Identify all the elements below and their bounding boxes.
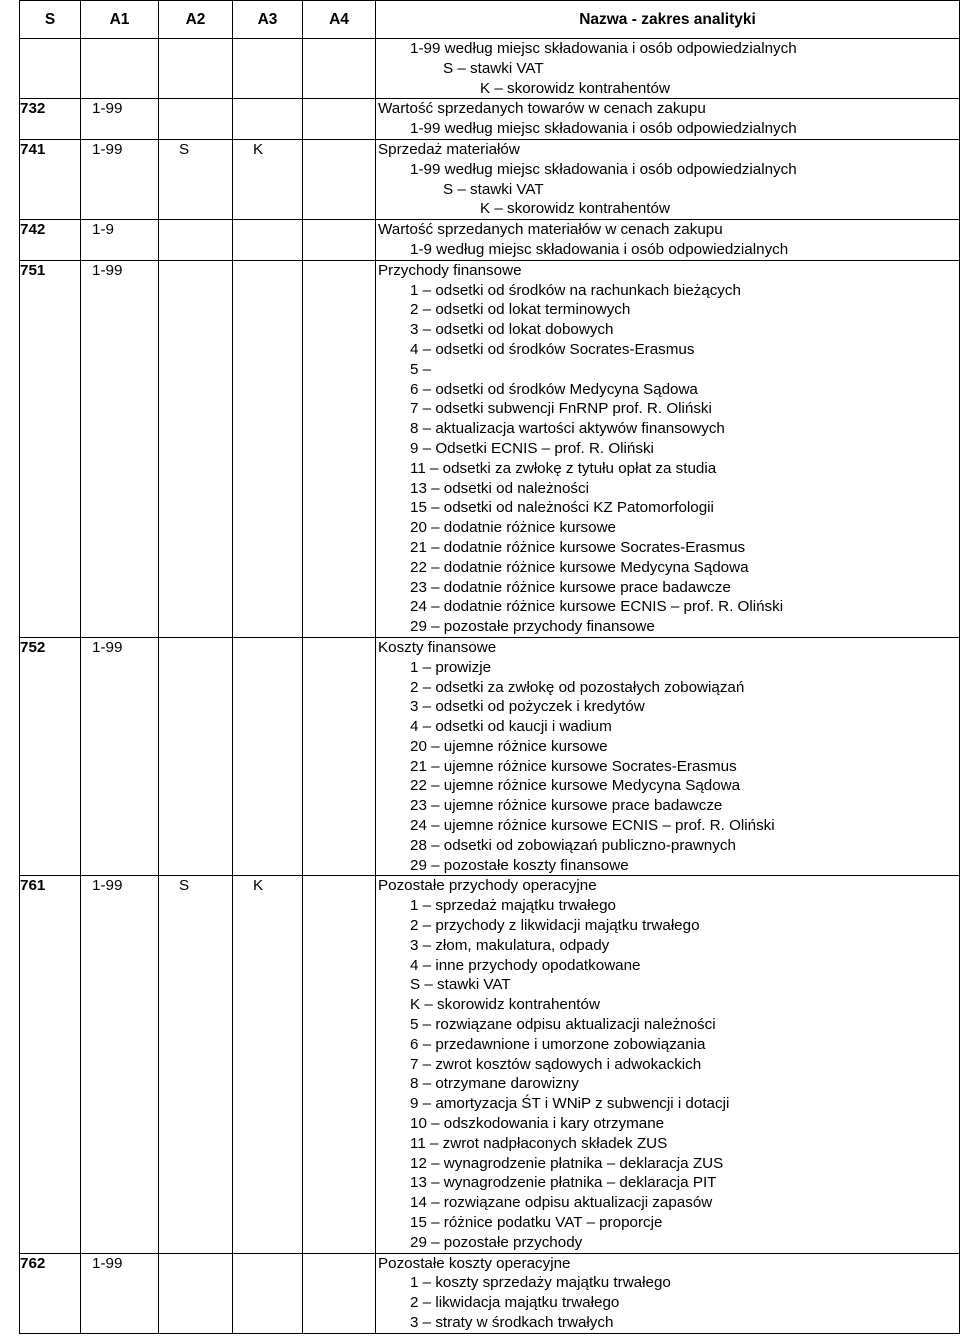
analytics-line: 7 – zwrot kosztów sądowych i adwokackich: [410, 1055, 702, 1073]
account-code: [20, 39, 80, 59]
table-row: [20, 39, 960, 99]
analytics-a1-cell: [81, 220, 159, 261]
analytics-a1-value: 1-99: [92, 261, 123, 279]
analytics-a1-value: 1-99: [92, 1254, 123, 1272]
analytics-line: 28 – odsetki od zobowiązań publiczno-prawnych: [410, 836, 736, 854]
analytics-a1-value: 1-99: [92, 638, 123, 656]
analytics-a2-cell: [159, 637, 233, 876]
analytics-line: 13 – odsetki od należności: [410, 479, 589, 497]
analytics-a3-cell: [233, 876, 303, 1253]
analytics-description-cell: [376, 39, 960, 99]
analytics-a3-cell: [233, 1253, 303, 1333]
analytics-a1-value: [81, 39, 158, 59]
account-name: Pozostałe koszty operacyjne: [378, 1254, 571, 1272]
analytics-line: 4 – odsetki od środków Socrates-Erasmus: [410, 340, 695, 358]
analytics-line: 23 – ujemne różnice kursowe prace badawcze: [410, 797, 723, 815]
analytics-a3-cell: [233, 99, 303, 140]
table-row: [20, 220, 960, 261]
account-code-cell: [20, 637, 81, 876]
analytics-a4-cell: [303, 260, 376, 637]
table-row: [20, 637, 960, 876]
analytics-a2-value: [159, 39, 232, 59]
analytics-line: 2 – przychody z likwidacji majątku trwałego: [410, 917, 700, 935]
analytics-line: K – skorowidz kontrahentów: [480, 200, 670, 218]
analytics-line: 6 – przedawnione i umorzone zobowiązania: [410, 1035, 706, 1053]
analytics-a2-value: S: [179, 140, 190, 158]
analytics-line: 23 – dodatnie różnice kursowe prace badawcze: [410, 578, 731, 596]
analytics-a2-cell: [159, 220, 233, 261]
analytics-a2-value: [159, 220, 232, 240]
analytics-a2-value: [159, 638, 232, 658]
analytics-a3-value: [233, 99, 302, 119]
analytics-a2-cell: [159, 1253, 233, 1333]
analytics-a3-value: K: [253, 140, 264, 158]
analytics-line: 11 – zwrot nadpłaconych składek ZUS: [410, 1134, 668, 1152]
account-name: Koszty finansowe: [378, 638, 497, 656]
analytics-line: 1-99 według miejsc składowania i osób odpowiedzialnych: [410, 160, 797, 178]
analytics-a1-cell: [81, 1253, 159, 1333]
analytics-line: 24 – dodatnie różnice kursowe ECNIS – prof. R. Oliński: [410, 598, 784, 616]
analytics-line: 21 – ujemne różnice kursowe Socrates-Erasmus: [410, 757, 737, 775]
analytics-line: 14 – rozwiązane odpisu aktualizacji zapasów: [410, 1194, 713, 1212]
analytics-a2-value: [159, 1254, 232, 1274]
analytics-description-cell: [376, 637, 960, 876]
analytics-description-cell: [376, 260, 960, 637]
analytics-line: 1-99 według miejsc składowania i osób odpowiedzialnych: [410, 40, 797, 57]
analytics-line: 6 – odsetki od środków Medycyna Sądowa: [410, 380, 698, 398]
analytics-a3-value: [233, 39, 302, 59]
analytics-a3-value: [233, 638, 302, 658]
account-code: 742: [20, 221, 46, 239]
analytics-line: K – skorowidz kontrahentów: [410, 996, 600, 1014]
analytics-a2-cell: [159, 876, 233, 1253]
analytics-line: K – skorowidz kontrahentów: [480, 79, 670, 97]
analytics-a1-cell: [81, 39, 159, 99]
analytics-line: 1-99 według miejsc składowania i osób odpowiedzialnych: [410, 120, 797, 138]
account-code-cell: [20, 876, 81, 1253]
analytics-line: 2 – odsetki od lokat terminowych: [410, 301, 631, 319]
analytics-line: 24 – ujemne różnice kursowe ECNIS – prof. R. Oliński: [410, 817, 775, 835]
header-name: Nazwa - zakres analityki: [376, 1, 960, 39]
analytics-line: 22 – ujemne różnice kursowe Medycyna Sądowa: [410, 777, 741, 795]
analytics-line: 12 – wynagrodzenie płatnika – deklaracja ZUS: [410, 1154, 724, 1172]
analytics-line: 3 – straty w środkach trwałych: [410, 1314, 614, 1331]
analytics-a4-value: [303, 876, 375, 896]
analytics-a1-cell: [81, 139, 159, 219]
analytics-line: 5 – rozwiązane odpisu aktualizacji należności: [410, 1016, 716, 1034]
account-code: 751: [20, 261, 46, 279]
analytics-a2-cell: [159, 260, 233, 637]
account-code: 762: [20, 1254, 46, 1272]
account-name: Wartość sprzedanych towarów w cenach zakupu: [378, 100, 706, 118]
analytics-line: 1 – sprzedaż majątku trwałego: [410, 897, 616, 915]
analytics-a3-cell: [233, 260, 303, 637]
analytics-a1-value: 1-9: [92, 221, 114, 239]
table-row: [20, 99, 960, 140]
analytics-a3-cell: [233, 39, 303, 99]
analytics-line: 1 – koszty sprzedaży majątku trwałego: [410, 1274, 671, 1292]
analytics-line: 2 – odsetki za zwłokę od pozostałych zobowiązań: [410, 678, 745, 696]
table-row: [20, 139, 960, 219]
analytics-a1-cell: [81, 99, 159, 140]
analytics-line: 21 – dodatnie różnice kursowe Socrates-Erasmus: [410, 538, 746, 556]
account-code: 741: [20, 140, 46, 158]
account-code: 732: [20, 100, 46, 118]
analytics-a4-cell: [303, 39, 376, 99]
analytics-a3-value: [233, 1254, 302, 1274]
header-a1: A1: [81, 1, 159, 39]
account-name: Przychody finansowe: [378, 261, 522, 279]
analytics-line: 15 – odsetki od należności KZ Patomorfologii: [410, 499, 714, 517]
analytics-line: 15 – różnice podatku VAT – proporcje: [410, 1214, 663, 1232]
analytics-description-cell: [376, 99, 960, 140]
account-name: Wartość sprzedanych materiałów w cenach zakupu: [378, 221, 723, 239]
analytics-line: 11 – odsetki za zwłokę z tytułu opłat za studia: [410, 459, 717, 477]
header-a3: A3: [233, 1, 303, 39]
analytics-line: 20 – dodatnie różnice kursowe: [410, 519, 617, 537]
analytics-description-cell: [376, 1253, 960, 1333]
analytics-a3-cell: [233, 637, 303, 876]
analytics-line: 3 – odsetki od lokat dobowych: [410, 321, 614, 339]
header-a4: A4: [303, 1, 376, 39]
table-row: [20, 876, 960, 1253]
account-code-cell: [20, 139, 81, 219]
analytics-a1-value: 1-99: [92, 877, 123, 895]
analytics-line: 9 – Odsetki ECNIS – prof. R. Oliński: [410, 439, 654, 457]
table-row: [20, 1253, 960, 1333]
analytics-a4-value: [303, 220, 375, 240]
analytics-line: 13 – wynagrodzenie płatnika – deklaracja PIT: [410, 1174, 717, 1192]
analytics-line: 8 – otrzymane darowizny: [410, 1075, 579, 1093]
analytics-a1-value: 1-99: [92, 100, 123, 118]
analytics-a3-value: [233, 220, 302, 240]
analytics-line: 22 – dodatnie różnice kursowe Medycyna Sądowa: [410, 558, 749, 576]
analytics-line: S – stawki VAT: [443, 180, 544, 198]
analytics-a2-cell: [159, 99, 233, 140]
analytics-a4-value: [303, 99, 375, 119]
analytics-a4-cell: [303, 876, 376, 1253]
analytics-line: 9 – amortyzacja ŚT i WNiP z subwencji i dotacji: [410, 1095, 730, 1113]
account-code: 752: [20, 638, 46, 656]
analytics-a2-cell: [159, 139, 233, 219]
analytics-a4-value: [303, 261, 375, 281]
account-analytics-table: [19, 0, 960, 1334]
account-code: 761: [20, 877, 46, 895]
analytics-line: S – stawki VAT: [443, 59, 544, 77]
account-code-cell: [20, 1253, 81, 1333]
analytics-line: 3 – złom, makulatura, odpady: [410, 936, 610, 954]
analytics-a4-value: [303, 39, 375, 59]
analytics-line: 4 – odsetki od kaucji i wadium: [410, 718, 612, 736]
analytics-a1-cell: [81, 637, 159, 876]
analytics-a4-cell: [303, 637, 376, 876]
analytics-a2-value: [159, 99, 232, 119]
analytics-line: 1 – prowizje: [410, 658, 492, 676]
analytics-line: 8 – aktualizacja wartości aktywów finansowych: [410, 420, 725, 438]
analytics-a2-cell: [159, 39, 233, 99]
analytics-line: 29 – pozostałe koszty finansowe: [410, 856, 629, 874]
analytics-a2-value: S: [179, 877, 190, 895]
analytics-line: 1-9 według miejsc składowania i osób odpowiedzialnych: [410, 240, 789, 258]
analytics-line: 29 – pozostałe przychody: [410, 1233, 583, 1251]
analytics-a4-cell: [303, 1253, 376, 1333]
analytics-a3-value: [233, 261, 302, 281]
analytics-line: 1 – odsetki od środków na rachunkach bieżących: [410, 281, 741, 299]
analytics-a3-cell: [233, 139, 303, 219]
analytics-line: 7 – odsetki subwencji FnRNP prof. R. Oliński: [410, 400, 712, 418]
analytics-line: S – stawki VAT: [410, 976, 511, 994]
analytics-description-cell: [376, 220, 960, 261]
header-a2: A2: [159, 1, 233, 39]
account-name: Pozostałe przychody operacyjne: [378, 877, 597, 895]
account-code-cell: [20, 220, 81, 261]
analytics-a4-cell: [303, 139, 376, 219]
analytics-a4-value: [303, 140, 375, 160]
table-body: [20, 39, 960, 1334]
analytics-line: 10 – odszkodowania i kary otrzymane: [410, 1115, 665, 1133]
analytics-line: 3 – odsetki od pożyczek i kredytów: [410, 698, 645, 716]
analytics-line: 20 – ujemne różnice kursowe: [410, 737, 608, 755]
analytics-line: 5 –: [410, 360, 432, 378]
analytics-line: 2 – likwidacja majątku trwałego: [410, 1294, 620, 1312]
analytics-line: 4 – inne przychody opodatkowane: [410, 956, 641, 974]
analytics-a4-cell: [303, 220, 376, 261]
analytics-description-cell: [376, 139, 960, 219]
analytics-a1-value: 1-99: [92, 140, 123, 158]
analytics-line: 29 – pozostałe przychody finansowe: [410, 618, 655, 636]
analytics-a4-value: [303, 638, 375, 658]
account-name: Sprzedaż materiałów: [378, 140, 520, 158]
analytics-a1-cell: [81, 260, 159, 637]
table-row: [20, 260, 960, 637]
analytics-a3-cell: [233, 220, 303, 261]
table-header-row: [20, 1, 960, 39]
analytics-description-cell: [376, 876, 960, 1253]
header-s: S: [20, 1, 81, 39]
analytics-a3-value: K: [253, 877, 264, 895]
account-code-cell: [20, 260, 81, 637]
analytics-a1-cell: [81, 876, 159, 1253]
analytics-a2-value: [159, 261, 232, 281]
analytics-a4-value: [303, 1254, 375, 1274]
account-code-cell: [20, 39, 81, 99]
analytics-a4-cell: [303, 99, 376, 140]
account-code-cell: [20, 99, 81, 140]
